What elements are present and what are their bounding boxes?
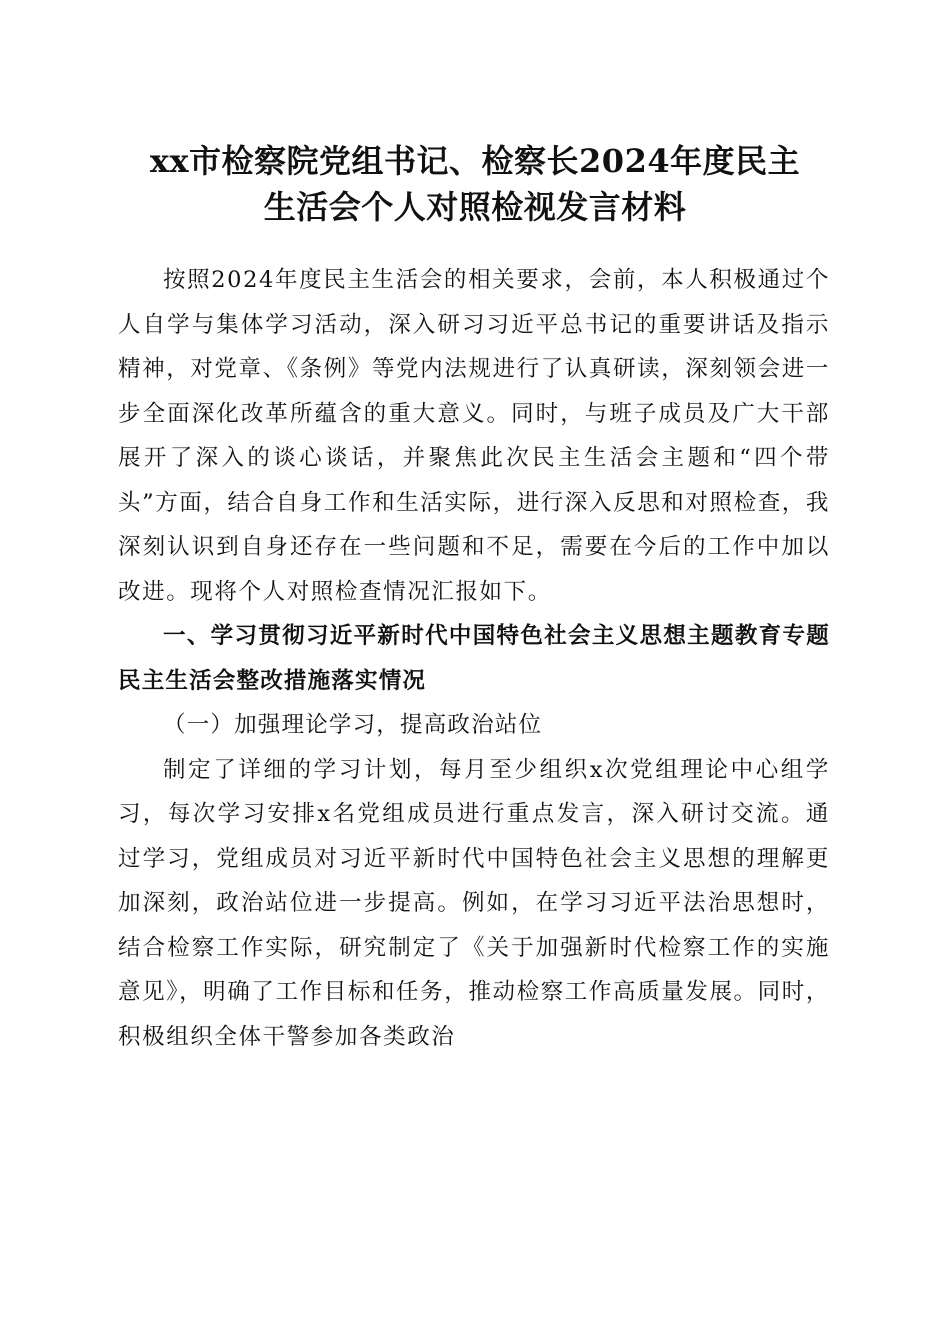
document-title <box>90 138 860 230</box>
title-line-1: xx市检察院党组书记、检察长2024年度民主 <box>149 142 801 180</box>
title-line-2: 生活会个人对照检视发言材料 <box>263 188 687 226</box>
document-body <box>118 258 830 1059</box>
subsection-1-paragraph: 制定了详细的学习计划，每月至少组织x次党组理论中心组学习，每次学习安排x名党组成员进行重点发言，深入研讨交流。通过学习，党组成员对习近平新时代中国特色社会主义思想的理解更加深刻，政治站位进一步提高。例如，在学习习近平法治思想时，结合检察工作实际，研究制定了《关于加强新时代检察工作的实施意见》，明确了工作目标和任务，推动检察工作高质量发展。同时，积极组织全体干警参加各类政治 <box>118 756 830 1050</box>
intro-paragraph: 按照2024年度民主生活会的相关要求，会前，本人积极通过个人自学与集体学习活动，深入研习习近平总书记的重要讲话及指示精神，对党章、《条例》等党内法规进行了认真研读，深刻领会进一步全面深化改革所蕴含的重大意义。同时，与班子成员及广大干部展开了深入的谈心谈话，并聚焦此次民主生活会主题和“四个带头”方面，结合自身工作和生活实际，进行深入反思和对照检查，我深刻认识到自身还存在一些问题和不足，需要在今后的工作中加以改进。现将个人对照检查情况汇报如下。 <box>118 267 831 605</box>
subsection-1-heading: （一）加强理论学习，提高政治站位 <box>163 712 543 738</box>
section-1-heading: 一、学习贯彻习近平新时代中国特色社会主义思想主题教育专题民主生活会整改措施落实情况 <box>118 623 830 694</box>
